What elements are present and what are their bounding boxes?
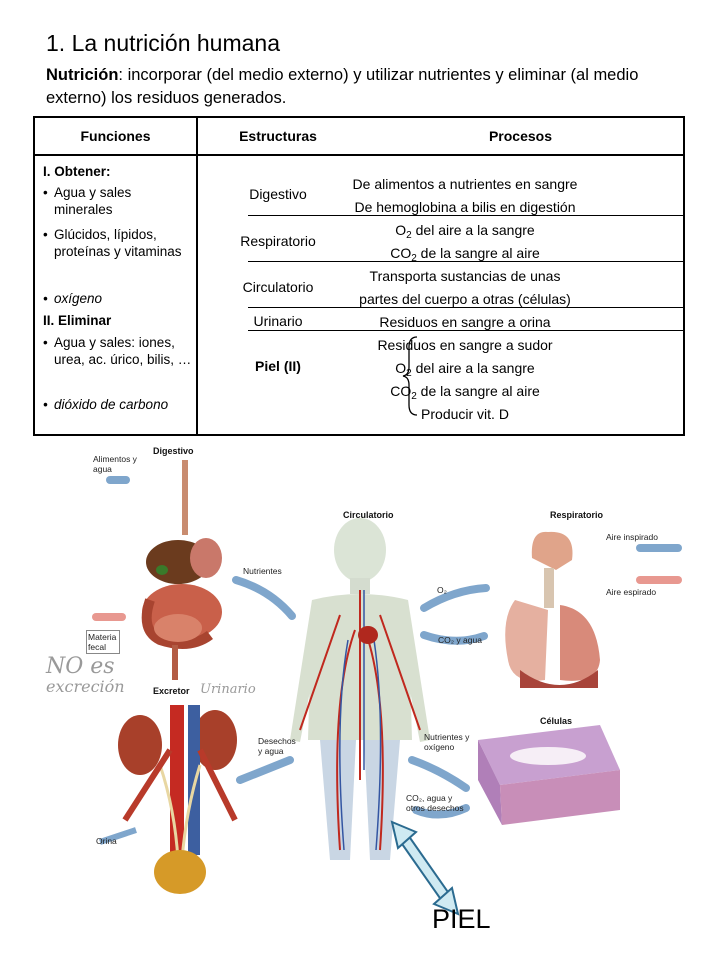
label-alimentos: Alimentos y agua <box>93 454 137 474</box>
label-excretor: Excretor <box>153 686 190 696</box>
intro-paragraph <box>46 64 686 110</box>
proceso-piel: $CO_2$ de la sangre al aire <box>390 383 540 402</box>
header-estructuras: Estructuras <box>239 128 317 144</box>
label-co2-agua: CO₂ y agua <box>438 635 482 645</box>
eliminar-item: • Agua y sales: iones, urea, ac. úrico, bilis, … <box>43 334 193 368</box>
header-procesos: Procesos <box>488 128 553 144</box>
kidney-organs-icon <box>118 705 237 894</box>
proceso-circulatorio: partes del cuerpo a otras (células) <box>359 291 571 307</box>
handwritten-excrecion: excreción <box>46 677 125 696</box>
proceso-respiratorio: $O_2$ del aire a la sangre <box>395 222 535 241</box>
proceso-piel: Residuos en sangre a sudor <box>377 337 553 353</box>
handwritten-no-es: NO es <box>46 654 115 679</box>
arrow-nutrientes-icon <box>236 580 292 616</box>
proceso-urinario: Residuos en sangre a orina <box>379 314 551 330</box>
label-respiratorio: Respiratorio <box>550 510 604 520</box>
label-nutrientes-oxigeno: Nutrientes y oxígeno <box>424 732 470 752</box>
label-piel: PIEL <box>432 904 491 934</box>
label-celulas: Células <box>540 716 573 726</box>
nutrition-table <box>33 116 685 436</box>
label-orina: Orina <box>96 836 117 846</box>
proceso-circulatorio: Transporta sustancias de unas <box>369 268 561 284</box>
label-circulatorio: Circulatorio <box>343 510 394 520</box>
header-divider <box>35 154 683 156</box>
proceso-piel: $O_2$ del aire a la sangre <box>395 360 535 379</box>
brace-icon <box>401 335 421 417</box>
obtener-item: • oxígeno <box>43 290 193 307</box>
obtener-item: • Agua y sales minerales <box>43 184 193 218</box>
estructura-digestivo: Digestivo <box>249 186 307 202</box>
respiratory-organs-icon <box>505 532 600 688</box>
estructura-respiratorio: Respiratorio <box>240 233 316 249</box>
label-materia-fecal: Materia fecal <box>86 630 120 654</box>
proceso-respiratorio: $CO_2$ de la sangre al aire <box>390 245 540 264</box>
cells-tissue-icon <box>478 725 620 825</box>
double-arrow-icon <box>392 822 458 914</box>
estructura-urinario: Urinario <box>253 313 303 329</box>
estructura-piel: Piel (II) <box>255 358 301 374</box>
obtener-heading: I. Obtener: <box>43 164 111 179</box>
label-digestivo: Digestivo <box>153 446 194 456</box>
row-divider <box>248 261 683 262</box>
estructura-circulatorio: Circulatorio <box>242 279 314 295</box>
arrow-nutrientes-celulas-icon <box>412 760 466 788</box>
header-funciones: Funciones <box>80 128 151 144</box>
label-aire-inspirado: Aire inspirado <box>606 532 658 542</box>
eliminar-heading: II. Eliminar <box>43 313 112 328</box>
proceso-digestivo: De alimentos a nutrientes en sangre <box>352 176 578 192</box>
arrow-desechos-icon <box>240 760 290 780</box>
handwritten-urinario: Urinario <box>200 682 256 697</box>
proceso-digestivo: De hemoglobina a bilis en digestión <box>354 199 576 215</box>
arrow-o2-icon <box>424 588 486 608</box>
obtener-item: • Glúcidos, lípidos, proteínas y vitaminas <box>43 226 193 260</box>
label-o2: O₂ <box>437 585 447 595</box>
intro-text: : incorporar (del medio externo) y utilizar nutrientes y eliminar (al medio externo) los residuos generados. <box>46 66 639 107</box>
label-nutrientes: Nutrientes <box>243 566 282 576</box>
intro-bold: Nutrición <box>46 66 119 84</box>
label-desechos: Desechos y agua <box>258 736 296 756</box>
label-aire-espirado: Aire espirado <box>606 587 657 597</box>
row-divider <box>248 307 683 308</box>
column-divider <box>196 118 198 434</box>
eliminar-item: • dióxido de carbono <box>43 396 193 413</box>
label-co2-desechos: CO₂, agua y otros desechos <box>406 793 464 813</box>
row-divider <box>248 215 683 216</box>
proceso-piel: Producir vit. D <box>421 406 509 422</box>
digestive-organs-icon <box>142 460 222 680</box>
page-title: 1. La nutrición humana <box>46 30 280 56</box>
row-divider <box>248 330 683 331</box>
